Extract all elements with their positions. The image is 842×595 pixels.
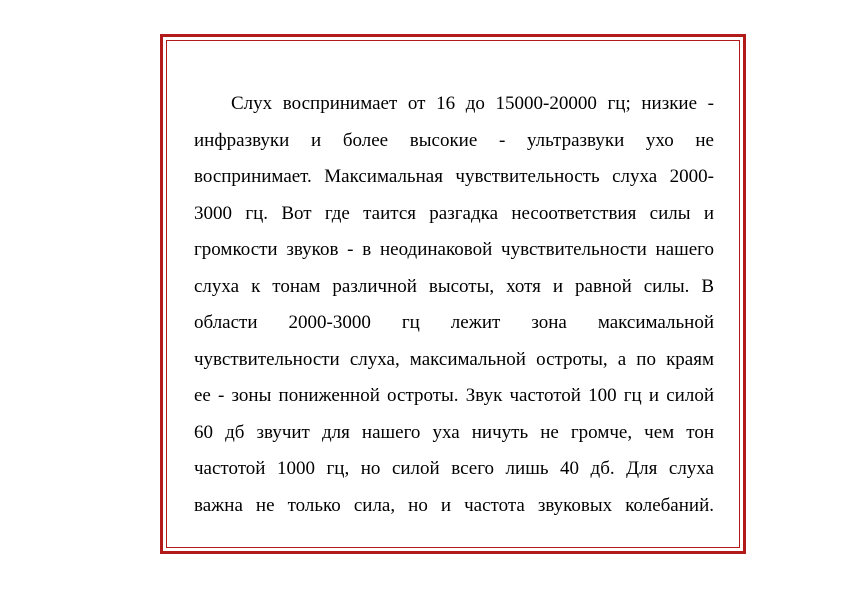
text-frame — [160, 34, 746, 554]
paragraph-line: 60 дб звучит для нашего уха ничуть не громче, чем тон — [194, 421, 714, 443]
paragraph-line: чувствительности слуха, максимальной остроты, а по краям — [194, 348, 714, 370]
paragraph — [194, 86, 714, 524]
paragraph-line: 3000 гц. Вот где таится разгадка несоответствия силы и — [194, 202, 714, 224]
paragraph-line: области 2000-3000 гц лежит зона максимальной — [194, 312, 714, 333]
paragraph-line: слуха к тонам различной высоты, хотя и равной силы. В — [194, 275, 714, 297]
paragraph-line: инфразвуки и более высокие - ультразвуки ухо не — [194, 129, 714, 151]
paragraph-line: воспринимает. Максимальная чувствительность слуха 2000- — [194, 166, 714, 187]
paragraph-line: ее - зоны пониженной остроты. Звук частотой 100 гц и силой — [194, 385, 714, 406]
paragraph-line: громкости звуков - в неодинаковой чувствительности нашего — [194, 239, 714, 260]
paragraph-line: Слух воспринимает от 16 до 15000-20000 гц; низкие - — [231, 93, 714, 114]
paragraph-line: частотой 1000 гц, но силой всего лишь 40 дб. Для слуха — [194, 458, 714, 479]
paragraph-line: важна не только сила, но и частота звуковых колебаний. — [194, 494, 714, 516]
